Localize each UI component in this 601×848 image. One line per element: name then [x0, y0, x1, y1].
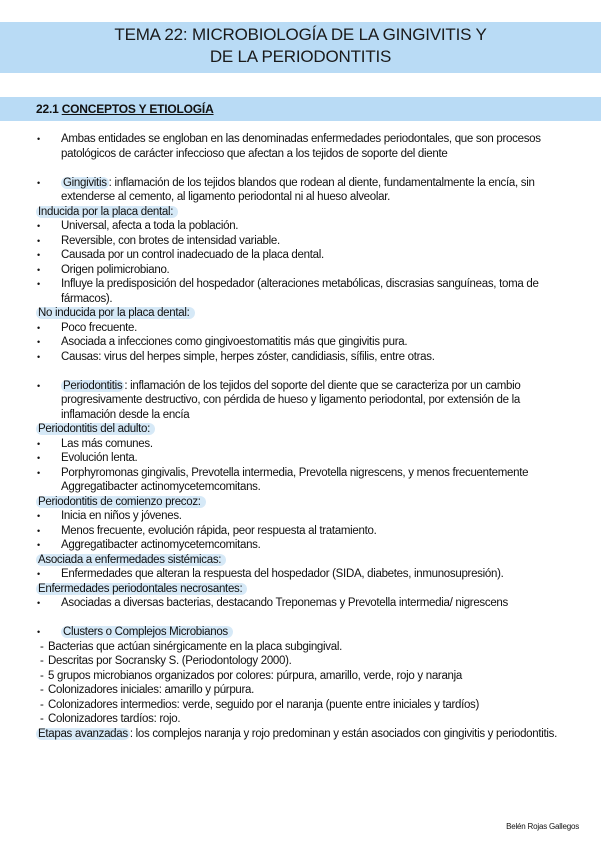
list-item: • Universal, afecta a toda la población.: [36, 219, 564, 234]
list-item: • Enfermedades que alteran la respuesta del hospedador (SIDA, diabetes, inmunosupresión).: [36, 567, 564, 582]
stages-label: Etapas avanzadas: [38, 727, 128, 740]
systemic-heading: Asociada a enfermedades sistémicas:: [36, 554, 226, 566]
periodontitis-definition: [36, 379, 564, 423]
section-title: CONCEPTOS Y ETIOLOGÍA: [61, 102, 214, 116]
list-item: • Causada por un control inadecuado de la placa dental.: [36, 248, 564, 263]
subheading: [36, 495, 564, 510]
list-item: • Aggregatibacter actinomycetemcomitans.: [36, 538, 564, 553]
gingivitis-term: Gingivitis: [63, 176, 107, 189]
section-number: 22.1: [36, 102, 59, 116]
subheading: [36, 422, 564, 437]
list-item: • Evolución lenta.: [36, 451, 564, 466]
subheading: [36, 553, 564, 568]
subheading: [36, 306, 564, 321]
periodontitis-term: Periodontitis: [63, 379, 123, 392]
list-item: • Causas: virus del herpes simple, herpes zóster, candidiasis, sífilis, entre otras.: [36, 350, 564, 365]
dash-item: - Descritas por Socransky S. (Periodontology 2000).: [36, 654, 564, 669]
necrotizing-heading: Enfermedades periodontales necrosantes:: [36, 583, 247, 595]
author-signature: Belén Rojas Gallegos: [506, 822, 579, 831]
list-item: • Las más comunes.: [36, 437, 564, 452]
non-induced-heading: No inducida por la placa dental:: [36, 307, 195, 319]
list-item: • Influye la predisposición del hospedador (alteraciones metabólicas, discrasias sanguíneas, toma de fármacos).: [36, 277, 564, 306]
induced-heading: Inducida por la placa dental:: [36, 206, 178, 218]
dash-item: - Colonizadores intermedios: verde, seguido por el naranja (puente entre iniciales y tardíos): [36, 698, 564, 713]
list-item: • Menos frecuente, evolución rápida, peor respuesta al tratamiento.: [36, 524, 564, 539]
subheading: [36, 582, 564, 597]
list-item: • Porphyromonas gingivalis, Prevotella intermedia, Prevotella nigrescens, y menos frecuentemente Aggregatibacter actinomycetemcomitans.: [36, 466, 564, 495]
dash-item: - Bacterias que actúan sinérgicamente en la placa subgingival.: [36, 640, 564, 655]
list-item: • Inicia en niños y jóvenes.: [36, 509, 564, 524]
stages-text: : los complejos naranja y rojo predominan y están asociados con gingivitis y periodontitis.: [129, 727, 558, 740]
title-line-1: TEMA 22: MICROBIOLOGÍA DE LA GINGIVITIS Y: [114, 25, 487, 44]
dash-item: - Colonizadores iniciales: amarillo y púrpura.: [36, 683, 564, 698]
dash-item: - Colonizadores tardíos: rojo.: [36, 712, 564, 727]
list-item: • Reversible, con brotes de intensidad variable.: [36, 234, 564, 249]
intro-bullet: • Ambas entidades se engloban en las denominadas enfermedades periodontales, que son procesos patológicos de carácter infeccioso que afectan a los tejidos de soporte del diente: [36, 132, 564, 161]
title-line-2: DE LA PERIODONTITIS: [209, 47, 392, 66]
subheading: [36, 205, 564, 220]
early-heading: Periodontitis de comienzo precoz:: [36, 496, 206, 508]
periodontitis-text: : inflamación de los tejidos del soporte del diente que se caracteriza por un cambio progresivamente destructivo, con pérdida de hueso y ligamento periodontal, por extensión de la inflamación desde la encía: [61, 379, 521, 421]
gingivitis-text: : inflamación de los tejidos blandos que rodean al diente, fundamentalmente la encía, sin extenderse al cemento, al ligamento periodontal ni al hueso alveolar.: [61, 176, 535, 203]
page-title: [0, 24, 601, 68]
document-body: [36, 132, 564, 741]
dash-item: - 5 grupos microbianos organizados por colores: púrpura, amarillo, verde, rojo y naranja: [36, 669, 564, 684]
gingivitis-definition: [36, 176, 564, 205]
section-heading: [36, 102, 214, 117]
clusters-bullet: [36, 625, 564, 640]
adult-heading: Periodontitis del adulto:: [36, 423, 155, 435]
list-item: • Asociada a infecciones como gingivoestomatitis más que gingivitis pura.: [36, 335, 564, 350]
clusters-heading: Clusters o Complejos Microbianos: [61, 626, 233, 638]
list-item: • Origen polimicrobiano.: [36, 263, 564, 278]
advanced-stages: [36, 727, 564, 742]
list-item: • Asociadas a diversas bacterias, destacando Treponemas y Prevotella intermedia/ nigrescens: [36, 596, 564, 611]
list-item: • Poco frecuente.: [36, 321, 564, 336]
